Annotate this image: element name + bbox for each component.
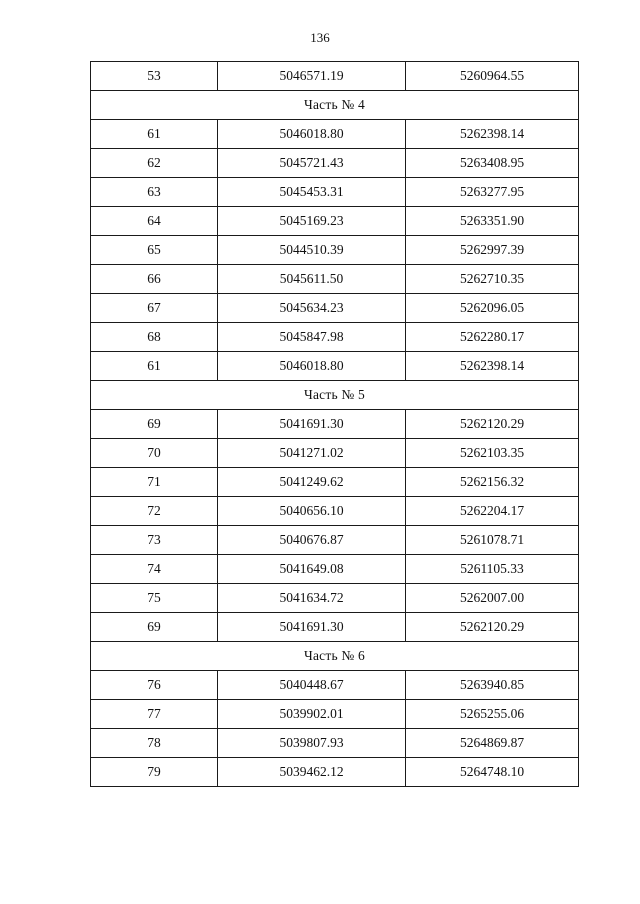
y-coordinate-cell: 5262398.14 — [406, 120, 579, 149]
x-coordinate-cell: 5046018.80 — [218, 352, 406, 381]
table-row — [91, 584, 579, 613]
y-coordinate-cell: 5264869.87 — [406, 729, 579, 758]
point-number-cell: 68 — [91, 323, 218, 352]
x-coordinate-cell: 5045721.43 — [218, 149, 406, 178]
y-coordinate-cell: 5262398.14 — [406, 352, 579, 381]
table-row — [91, 410, 579, 439]
point-number-cell: 77 — [91, 700, 218, 729]
x-coordinate-cell: 5041634.72 — [218, 584, 406, 613]
x-coordinate-cell: 5046571.19 — [218, 62, 406, 91]
coordinates-table-body — [91, 62, 579, 787]
section-label: Часть № 5 — [91, 381, 579, 410]
x-coordinate-cell: 5041271.02 — [218, 439, 406, 468]
y-coordinate-cell: 5260964.55 — [406, 62, 579, 91]
table-row — [91, 497, 579, 526]
section-header-row — [91, 381, 579, 410]
point-number-cell: 74 — [91, 555, 218, 584]
section-header-row — [91, 91, 579, 120]
coordinates-table — [90, 61, 579, 787]
table-row — [91, 758, 579, 787]
point-number-cell: 69 — [91, 410, 218, 439]
y-coordinate-cell: 5262204.17 — [406, 497, 579, 526]
table-row — [91, 294, 579, 323]
page-number: 136 — [310, 30, 330, 45]
point-number-cell: 75 — [91, 584, 218, 613]
x-coordinate-cell: 5041691.30 — [218, 410, 406, 439]
table-row — [91, 555, 579, 584]
point-number-cell: 73 — [91, 526, 218, 555]
section-label: Часть № 4 — [91, 91, 579, 120]
point-number-cell: 67 — [91, 294, 218, 323]
point-number-cell: 72 — [91, 497, 218, 526]
x-coordinate-cell: 5045611.50 — [218, 265, 406, 294]
point-number-cell: 71 — [91, 468, 218, 497]
point-number-cell: 69 — [91, 613, 218, 642]
y-coordinate-cell: 5262156.32 — [406, 468, 579, 497]
x-coordinate-cell: 5041649.08 — [218, 555, 406, 584]
point-number-cell: 78 — [91, 729, 218, 758]
point-number-cell: 62 — [91, 149, 218, 178]
table-row — [91, 265, 579, 294]
table-row — [91, 729, 579, 758]
x-coordinate-cell: 5041249.62 — [218, 468, 406, 497]
y-coordinate-cell: 5262120.29 — [406, 613, 579, 642]
y-coordinate-cell: 5261078.71 — [406, 526, 579, 555]
table-row — [91, 671, 579, 700]
y-coordinate-cell: 5262103.35 — [406, 439, 579, 468]
y-coordinate-cell: 5263277.95 — [406, 178, 579, 207]
x-coordinate-cell: 5045847.98 — [218, 323, 406, 352]
x-coordinate-cell: 5045453.31 — [218, 178, 406, 207]
y-coordinate-cell: 5262007.00 — [406, 584, 579, 613]
x-coordinate-cell: 5045169.23 — [218, 207, 406, 236]
y-coordinate-cell: 5264748.10 — [406, 758, 579, 787]
table-row — [91, 62, 579, 91]
point-number-cell: 66 — [91, 265, 218, 294]
table-row — [91, 526, 579, 555]
y-coordinate-cell: 5262120.29 — [406, 410, 579, 439]
point-number-cell: 61 — [91, 352, 218, 381]
point-number-cell: 76 — [91, 671, 218, 700]
table-row — [91, 613, 579, 642]
x-coordinate-cell: 5040676.87 — [218, 526, 406, 555]
point-number-cell: 63 — [91, 178, 218, 207]
table-row — [91, 149, 579, 178]
x-coordinate-cell: 5040448.67 — [218, 671, 406, 700]
y-coordinate-cell: 5262280.17 — [406, 323, 579, 352]
x-coordinate-cell: 5046018.80 — [218, 120, 406, 149]
section-header-row — [91, 642, 579, 671]
table-row — [91, 178, 579, 207]
table-row — [91, 120, 579, 149]
y-coordinate-cell: 5262710.35 — [406, 265, 579, 294]
x-coordinate-cell: 5040656.10 — [218, 497, 406, 526]
y-coordinate-cell: 5263351.90 — [406, 207, 579, 236]
x-coordinate-cell: 5044510.39 — [218, 236, 406, 265]
point-number-cell: 64 — [91, 207, 218, 236]
x-coordinate-cell: 5041691.30 — [218, 613, 406, 642]
table-row — [91, 352, 579, 381]
y-coordinate-cell: 5262096.05 — [406, 294, 579, 323]
x-coordinate-cell: 5039807.93 — [218, 729, 406, 758]
x-coordinate-cell: 5039902.01 — [218, 700, 406, 729]
point-number-cell: 79 — [91, 758, 218, 787]
table-row — [91, 207, 579, 236]
y-coordinate-cell: 5263940.85 — [406, 671, 579, 700]
y-coordinate-cell: 5261105.33 — [406, 555, 579, 584]
point-number-cell: 53 — [91, 62, 218, 91]
table-row — [91, 323, 579, 352]
y-coordinate-cell: 5265255.06 — [406, 700, 579, 729]
point-number-cell: 65 — [91, 236, 218, 265]
table-row — [91, 439, 579, 468]
table-row — [91, 700, 579, 729]
x-coordinate-cell: 5045634.23 — [218, 294, 406, 323]
table-row — [91, 468, 579, 497]
section-label: Часть № 6 — [91, 642, 579, 671]
point-number-cell: 61 — [91, 120, 218, 149]
x-coordinate-cell: 5039462.12 — [218, 758, 406, 787]
point-number-cell: 70 — [91, 439, 218, 468]
y-coordinate-cell: 5262997.39 — [406, 236, 579, 265]
y-coordinate-cell: 5263408.95 — [406, 149, 579, 178]
table-row — [91, 236, 579, 265]
